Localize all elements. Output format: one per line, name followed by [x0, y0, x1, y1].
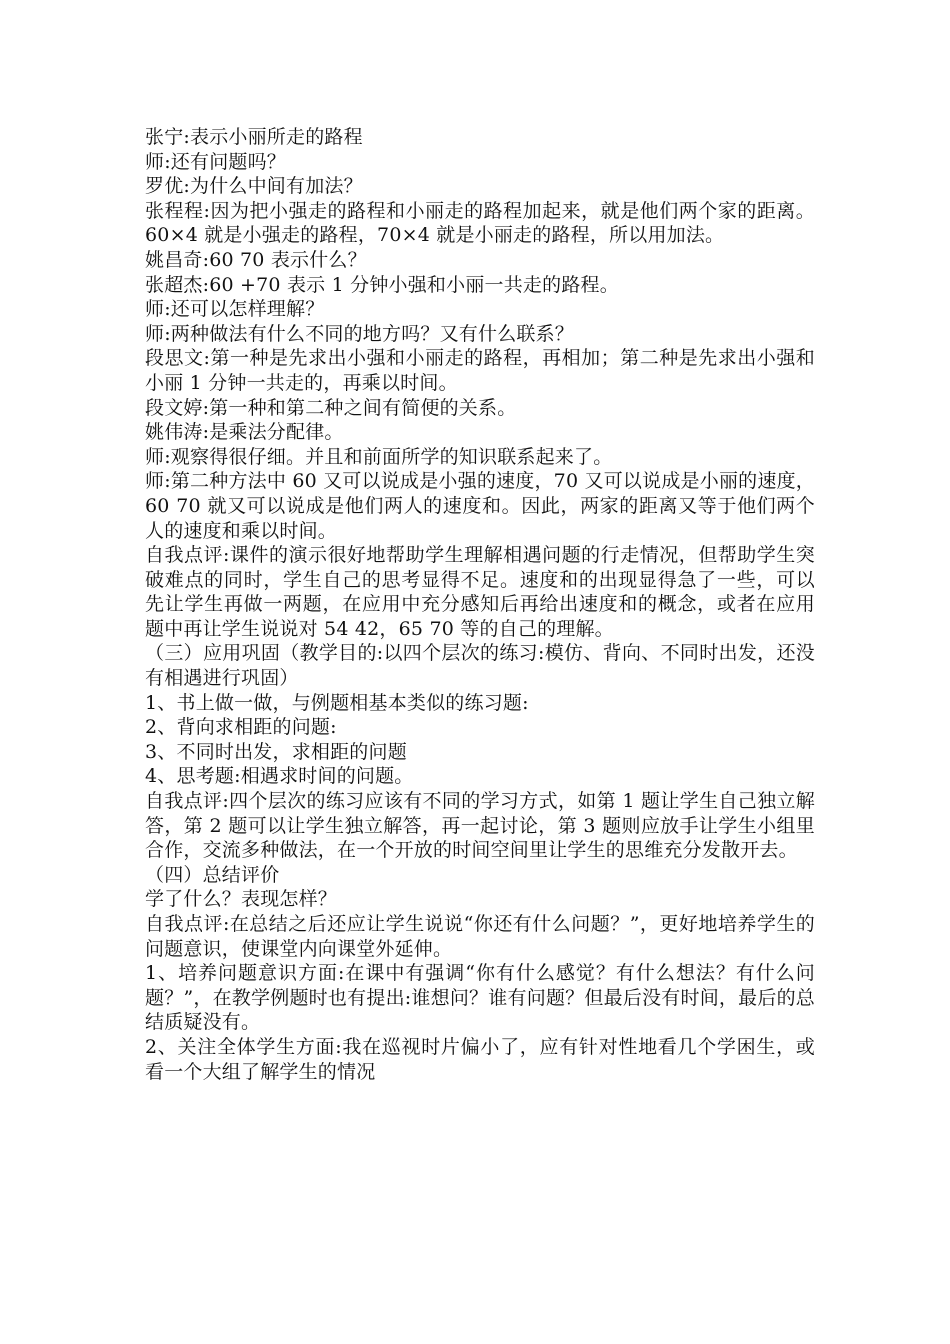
paragraph: 段思文:第一种是先求出小强和小丽走的路程，再相加；第二种是先求出小强和小丽 1 分钟一共走的，再乘以时间。 [145, 347, 815, 394]
list-item: 2、背向求相距的问题: [145, 716, 337, 739]
list-item: 4、思考题:相遇求时间的问题。 [145, 765, 414, 788]
paragraph: 学了什么？表现怎样？ [145, 888, 338, 911]
paragraph: 自我点评:四个层次的练习应该有不同的学习方式，如第 1 题让学生自己独立解答，第 2 题可以让学生独立解答，再一起讨论，第 3 题则应放手让学生小组里合作，交流多种做法，在一个开放的时间空间里让学生的思维充分发散开去。 [145, 790, 815, 862]
document-body [145, 125, 815, 1084]
section-heading: （四）总结评价 [145, 863, 280, 886]
paragraph: 师:两种做法有什么不同的地方吗？又有什么联系？ [145, 322, 575, 345]
paragraph: 张程程:因为把小强走的路程和小丽走的路程加起来，就是他们两个家的距离。60×4 就是小强走的路程，70×4 就是小丽走的路程，所以用加法。 [145, 199, 815, 247]
section-heading: （三）应用巩固（教学目的:以四个层次的练习:模仿、背向、不同时出发，还没有相遇进行巩固） [145, 642, 815, 690]
paragraph: 师:还有问题吗？ [145, 150, 287, 173]
paragraph: 姚伟涛:是乘法分配律。 [145, 421, 344, 444]
paragraph: 张宁:表示小丽所走的路程 [145, 126, 363, 148]
paragraph: 师:还可以怎样理解？ [145, 298, 325, 321]
paragraph: 师:观察得很仔细。并且和前面所学的知识联系起来了。 [145, 445, 613, 468]
paragraph: 自我点评:在总结之后还应让学生说说“你还有什么问题？”，更好地培养学生的问题意识，使课堂内向课堂外延伸。 [145, 913, 815, 960]
list-item: 1、培养问题意识方面:在课中有强调“你有什么感觉？有什么想法？有什么问题？”，在教学例题时也有提出:谁想问？谁有问题？但最后没有时间，最后的总结质疑没有。 [145, 962, 815, 1034]
list-item: 1、书上做一做，与例题相基本类似的练习题: [145, 691, 529, 714]
paragraph: 张超杰:60 +70 表示 1 分钟小强和小丽一共走的路程。 [145, 273, 619, 296]
paragraph: 师:第二种方法中 60 又可以说成是小强的速度，70 又可以说成是小丽的速度，60 70 就又可以说成是他们两人的速度和。因此，两家的距离又等于他们两个人的速度和乘以时间。 [145, 470, 815, 542]
list-item: 3、不同时出发，求相距的问题 [145, 740, 407, 763]
paragraph: 自我点评:课件的演示很好地帮助学生理解相遇问题的行走情况，但帮助学生突破难点的同时，学生自己的思考显得不足。速度和的出现显得急了一些，可以先让学生再做一两题，在应用中充分感知后再给出速度和的概念，或者在应用题中再让学生说说对 54 42，65 70 等的自己的理解。 [145, 544, 815, 640]
paragraph: 姚昌奇:60 70 表示什么？ [145, 248, 367, 271]
list-item: 2、关注全体学生方面:我在巡视时片偏小了，应有针对性地看几个学困生，或看一个大组了解学生的情况 [145, 1035, 815, 1083]
paragraph: 罗优:为什么中间有加法？ [145, 175, 363, 198]
paragraph: 段文婷:第一种和第二种之间有简便的关系。 [145, 396, 517, 419]
